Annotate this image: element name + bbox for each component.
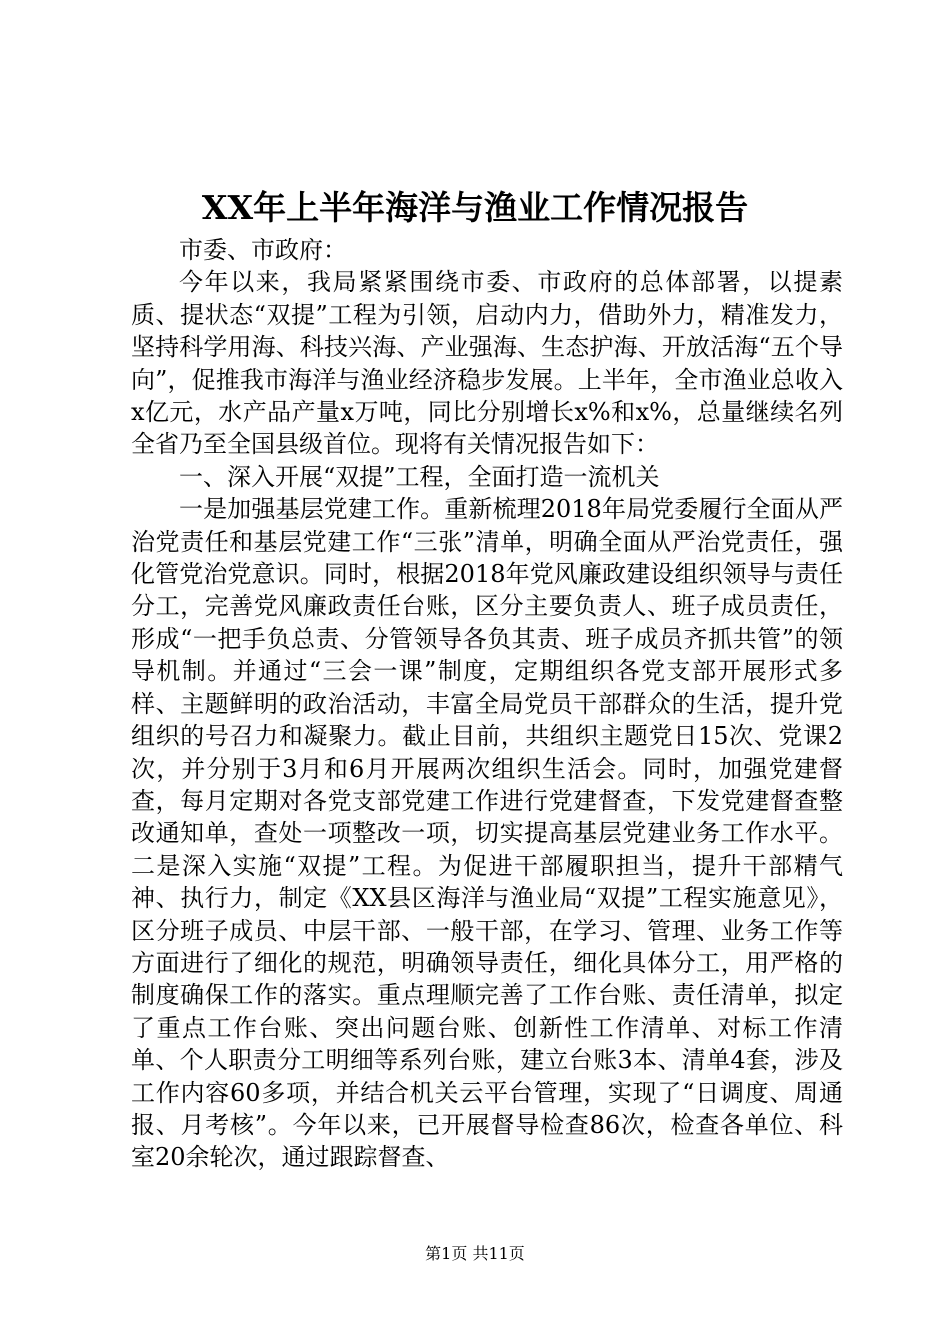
document-title: XX年上半年海洋与渔业工作情况报告 xyxy=(201,188,749,227)
paragraph-intro: 今年以来，我局紧紧围绕市委、市政府的总体部署，以提素质、提状态“双提”工程为引领，启动内力，借助外力，精准发力，坚持科学用海、科技兴海、产业强海、生态护海、开放活海“五个导向”，促推我市海洋与渔业经济稳步发展。上半年，全市渔业总收入x亿元，水产品产量x万吨，同比分别增长x%和x%，总量继续名列全省乃至全国县级首位。现将有关情况报告如下： xyxy=(131,268,843,459)
section-heading: 一、深入开展“双提”工程，全面打造一流机关 xyxy=(179,462,660,491)
document-body xyxy=(131,234,843,1174)
page-footer: 第1页 共11页 xyxy=(425,1244,525,1263)
salutation: 市委、市政府： xyxy=(179,236,347,264)
paragraph-party-building: 一是加强基层党建工作。重新梳理2018年局党委履行全面从严治党责任和基层党建工作“三张”清单，明确全面从严治党责任，强化管党治党意识。同时，根据2018年党风廉政建设组织领导与责任分工，完善党风廉政责任台账，区分主要负责人、班子成员责任，形成“一把手负总责、分管领导各负其责、班子成员齐抓共管”的领导机制。并通过“三会一课”制度，定期组织各党支部开展形式多样、主题鲜明的政治活动，丰富全局党员干部群众的生活，提升党组织的号召力和凝聚力。截止目前，共组织主题党日15次、党课2次，并分别于3月和6月开展两次组织生活会。同时，加强党建督查，每月定期对各党支部党建工作进行党建督查，下发党建督查整改通知单，查处一项整改一项，切实提高基层党建业务工作水平。二是深入实施“双提”工程。为促进干部履职担当，提升干部精气神、执行力，制定《XX县区海洋与渔业局“双提”工程实施意见》，区分班子成员、中层干部、一般干部，在学习、管理、业务工作等方面进行了细化的规范，明确领导责任，细化具体分工，用严格的制度确保工作的落实。重点理顺完善了工作台账、责任清单，拟定了重点工作台账、突出问题台账、创新性工作清单、对标工作清单、个人职责分工明细等系列台账，建立台账3本、清单4套，涉及工作内容60多项，并结合机关云平台管理，实现了“日调度、周通报、月考核”。今年以来，已开展督导检查86次，检查各单位、科室20余轮次，通过跟踪督查、 xyxy=(131,495,843,1172)
